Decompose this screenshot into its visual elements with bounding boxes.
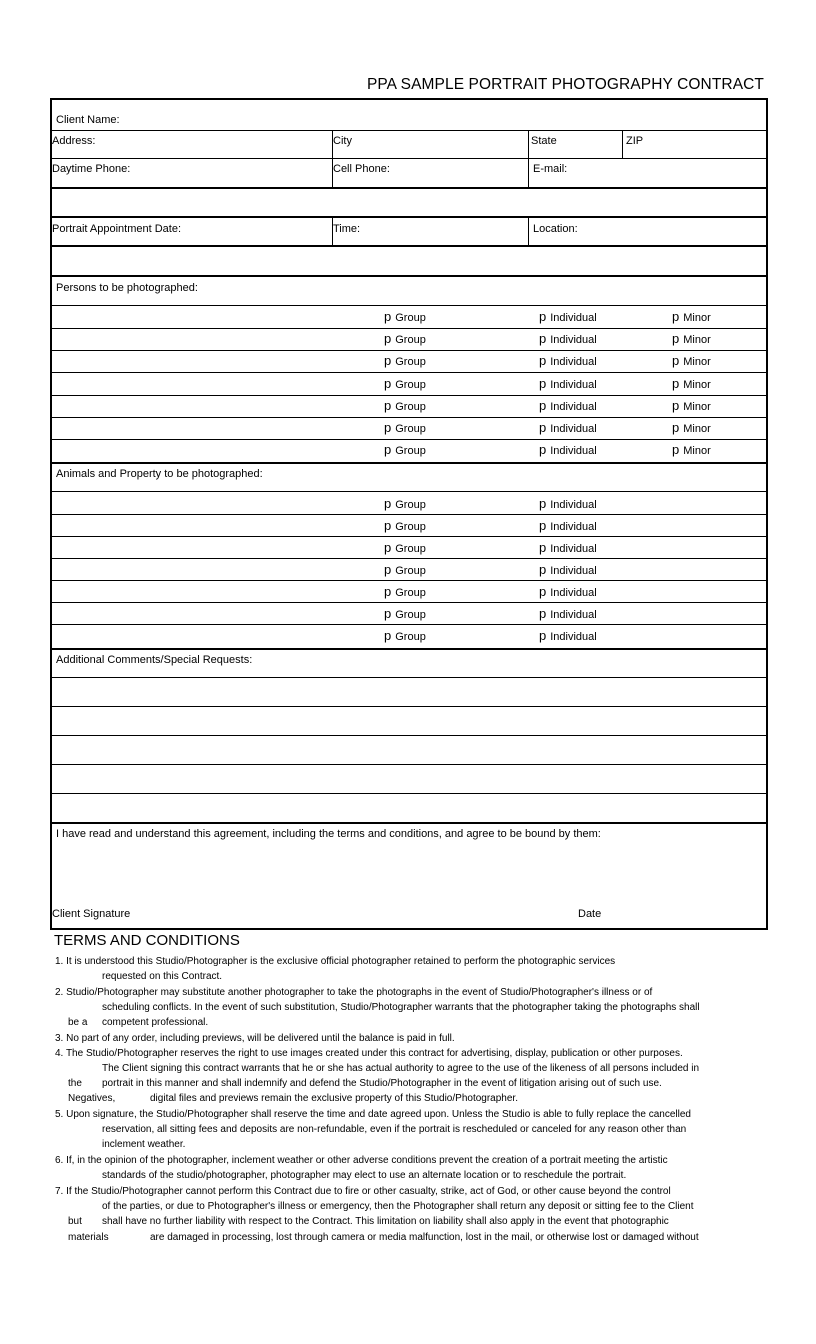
checkbox-icon[interactable]: p <box>539 398 547 413</box>
checkbox-option[interactable] <box>384 519 426 534</box>
checkbox-label: Group <box>395 631 426 643</box>
checkbox-label: Group <box>395 499 426 511</box>
daytime-phone-label: Daytime Phone: <box>52 163 131 175</box>
checkbox-option[interactable] <box>384 585 426 600</box>
checkbox-option[interactable] <box>539 443 597 458</box>
checkbox-label: Group <box>395 401 426 413</box>
term-line: The Client signing this contract warrants that he or she has actual authority to agree to the use of the likeness of all persons included in <box>102 1063 700 1074</box>
checkbox-option[interactable] <box>384 377 426 392</box>
checkbox-label: Group <box>395 587 426 599</box>
checkbox-label: Individual <box>550 609 597 621</box>
term-line: of the parties, or due to Photographer's illness or emergency, then the Photographer shall return any deposit or sitting fee to the Client <box>102 1201 694 1212</box>
term-margin-word: the <box>68 1078 82 1089</box>
checkbox-option[interactable] <box>384 607 426 622</box>
checkbox-option[interactable] <box>539 607 597 622</box>
checkbox-label: Group <box>395 356 426 368</box>
animals-heading: Animals and Property to be photographed: <box>56 468 263 480</box>
checkbox-label: Minor <box>683 334 711 346</box>
checkbox-label: Minor <box>683 356 711 368</box>
checkbox-label: Minor <box>683 445 711 457</box>
checkbox-icon[interactable]: p <box>672 442 680 457</box>
checkbox-icon[interactable]: p <box>384 442 392 457</box>
checkbox-label: Individual <box>550 379 597 391</box>
checkbox-icon[interactable]: p <box>384 606 392 621</box>
checkbox-option[interactable] <box>384 332 426 347</box>
term-line: digital files and previews remain the exclusive property of this Studio/Photographer. <box>150 1093 518 1104</box>
term-line: 4. The Studio/Photographer reserves the right to use images created under this contract for advertising, display, publication or other purposes. <box>55 1048 683 1059</box>
checkbox-icon[interactable]: p <box>539 376 547 391</box>
checkbox-option[interactable] <box>539 399 597 414</box>
agreement-statement: I have read and understand this agreement, including the terms and conditions, and agree to be bound by them: <box>56 828 601 840</box>
checkbox-label: Group <box>395 312 426 324</box>
term-line: 2. Studio/Photographer may substitute another photographer to take the photographs in the event of Studio/Photographer's illness or of <box>55 987 653 998</box>
checkbox-label: Group <box>395 609 426 621</box>
checkbox-label: Group <box>395 334 426 346</box>
checkbox-icon[interactable]: p <box>672 376 680 391</box>
checkbox-label: Individual <box>550 543 597 555</box>
checkbox-icon[interactable]: p <box>384 331 392 346</box>
checkbox-option[interactable] <box>539 629 597 644</box>
checkbox-option[interactable] <box>539 377 597 392</box>
term-line: 1. It is understood this Studio/Photographer is the exclusive official photographer retained to perform the photographic services <box>55 956 616 967</box>
checkbox-option[interactable] <box>384 629 426 644</box>
checkbox-label: Individual <box>550 312 597 324</box>
checkbox-icon[interactable]: p <box>672 309 680 324</box>
checkbox-option[interactable] <box>384 421 426 436</box>
checkbox-icon[interactable]: p <box>384 398 392 413</box>
checkbox-icon[interactable]: p <box>539 518 547 533</box>
checkbox-icon[interactable]: p <box>384 353 392 368</box>
checkbox-icon[interactable]: p <box>384 628 392 643</box>
checkbox-icon[interactable]: p <box>539 562 547 577</box>
checkbox-label: Individual <box>550 401 597 413</box>
checkbox-icon[interactable]: p <box>539 442 547 457</box>
term-margin-word: materials <box>68 1232 109 1243</box>
checkbox-option[interactable] <box>672 443 711 458</box>
checkbox-icon[interactable]: p <box>539 584 547 599</box>
checkbox-option[interactable] <box>384 310 426 325</box>
checkbox-icon[interactable]: p <box>384 496 392 511</box>
checkbox-label: Minor <box>683 379 711 391</box>
checkbox-icon[interactable]: p <box>539 628 547 643</box>
checkbox-icon[interactable]: p <box>672 420 680 435</box>
checkbox-label: Individual <box>550 499 597 511</box>
term-line: requested on this Contract. <box>102 971 223 982</box>
term-line: are damaged in processing, lost through camera or media malfunction, lost in the mail, or otherwise lost or damaged without <box>150 1232 699 1243</box>
checkbox-icon[interactable]: p <box>539 331 547 346</box>
checkbox-option[interactable] <box>672 421 711 436</box>
location-label: Location: <box>533 223 578 235</box>
client-signature-label: Client Signature <box>52 908 131 920</box>
checkbox-icon[interactable]: p <box>539 496 547 511</box>
checkbox-label: Group <box>395 565 426 577</box>
checkbox-label: Individual <box>550 587 597 599</box>
checkbox-label: Minor <box>683 401 711 413</box>
city-label: City <box>333 135 352 147</box>
checkbox-option[interactable] <box>539 563 597 578</box>
checkbox-label: Group <box>395 543 426 555</box>
checkbox-option[interactable] <box>539 541 597 556</box>
checkbox-option[interactable] <box>384 399 426 414</box>
checkbox-label: Minor <box>683 312 711 324</box>
email-label: E-mail: <box>533 163 568 175</box>
checkbox-option[interactable] <box>539 497 597 512</box>
checkbox-option[interactable] <box>384 497 426 512</box>
client-name-label: Client Name: <box>56 114 120 126</box>
cell-phone-label: Cell Phone: <box>333 163 390 175</box>
checkbox-option[interactable] <box>539 585 597 600</box>
checkbox-label: Individual <box>550 334 597 346</box>
zip-label: ZIP <box>626 135 644 147</box>
checkbox-icon[interactable]: p <box>384 562 392 577</box>
term-margin-word: Negatives, <box>68 1093 116 1104</box>
checkbox-label: Individual <box>550 423 597 435</box>
checkbox-option[interactable] <box>672 310 711 325</box>
checkbox-icon[interactable]: p <box>384 376 392 391</box>
checkbox-icon[interactable]: p <box>539 309 547 324</box>
term-line: standards of the studio/photographer, photographer may elect to use an alternate location or to reschedule the portrait. <box>102 1170 627 1181</box>
checkbox-option[interactable] <box>672 399 711 414</box>
checkbox-icon[interactable]: p <box>672 353 680 368</box>
checkbox-option[interactable] <box>672 332 711 347</box>
checkbox-option[interactable] <box>672 354 711 369</box>
checkbox-option[interactable] <box>539 310 597 325</box>
term-line: 5. Upon signature, the Studio/Photographer shall reserve the time and date agreed upon. Unless the Studio is able to fully replace the cancelled <box>55 1109 691 1120</box>
time-label: Time: <box>333 223 361 235</box>
checkbox-label: Individual <box>550 521 597 533</box>
checkbox-label: Individual <box>550 445 597 457</box>
term-line: scheduling conflicts. In the event of such substitution, Studio/Photographer warrants that the photographer taking the photographs shall <box>102 1002 700 1013</box>
checkbox-icon[interactable]: p <box>672 398 680 413</box>
address-label: Address: <box>52 135 96 147</box>
term-line: portrait in this manner and shall indemnify and defend the Studio/Photographer in the event of litigation arising out of such use. <box>102 1078 662 1089</box>
checkbox-icon[interactable]: p <box>384 540 392 555</box>
checkbox-option[interactable] <box>539 332 597 347</box>
state-label: State <box>531 135 557 147</box>
checkbox-label: Group <box>395 379 426 391</box>
checkbox-icon[interactable]: p <box>384 309 392 324</box>
checkbox-label: Individual <box>550 565 597 577</box>
date-label: Date <box>578 908 602 920</box>
checkbox-label: Minor <box>683 423 711 435</box>
checkbox-option[interactable] <box>672 377 711 392</box>
checkbox-option[interactable] <box>384 354 426 369</box>
checkbox-label: Group <box>395 521 426 533</box>
checkbox-icon[interactable]: p <box>539 353 547 368</box>
checkbox-option[interactable] <box>539 519 597 534</box>
checkbox-label: Individual <box>550 356 597 368</box>
checkbox-icon[interactable]: p <box>384 584 392 599</box>
persons-heading: Persons to be photographed: <box>56 282 198 294</box>
checkbox-label: Group <box>395 423 426 435</box>
term-line: shall have no further liability with respect to the Contract. This limitation on liability shall also apply in the event that photographic <box>102 1216 669 1227</box>
checkbox-icon[interactable]: p <box>672 331 680 346</box>
checkbox-icon[interactable]: p <box>384 518 392 533</box>
page-title: PPA SAMPLE PORTRAIT PHOTOGRAPHY CONTRACT <box>366 76 764 93</box>
term-line: competent professional. <box>102 1017 209 1028</box>
comments-heading: Additional Comments/Special Requests: <box>56 654 253 666</box>
checkbox-icon[interactable]: p <box>539 420 547 435</box>
term-line: 7. If the Studio/Photographer cannot perform this Contract due to fire or other casualty, strike, act of God, or other cause beyond the control <box>55 1186 671 1197</box>
appointment-date-label: Portrait Appointment Date: <box>52 223 182 235</box>
checkbox-label: Individual <box>550 631 597 643</box>
term-margin-word: be a <box>68 1017 88 1028</box>
term-line: 6. If, in the opinion of the photographer, inclement weather or other adverse conditions prevent the creation of a portrait meeting the artistic <box>55 1155 668 1166</box>
contract-form <box>50 98 768 930</box>
checkbox-icon[interactable]: p <box>384 420 392 435</box>
checkbox-option[interactable] <box>539 354 597 369</box>
term-line: inclement weather. <box>102 1139 186 1150</box>
term-line: 3. No part of any order, including previews, will be delivered until the balance is paid in full. <box>55 1033 455 1044</box>
checkbox-option[interactable] <box>384 563 426 578</box>
checkbox-option[interactable] <box>384 443 426 458</box>
checkbox-icon[interactable]: p <box>539 606 547 621</box>
checkbox-option[interactable] <box>539 421 597 436</box>
terms-heading: TERMS AND CONDITIONS <box>54 932 240 949</box>
term-margin-word: but <box>68 1216 82 1227</box>
checkbox-icon[interactable]: p <box>539 540 547 555</box>
checkbox-option[interactable] <box>384 541 426 556</box>
term-line: reservation, all sitting fees and deposits are non-refundable, even if the portrait is rescheduled or canceled for any reason other than <box>102 1124 687 1135</box>
checkbox-label: Group <box>395 445 426 457</box>
